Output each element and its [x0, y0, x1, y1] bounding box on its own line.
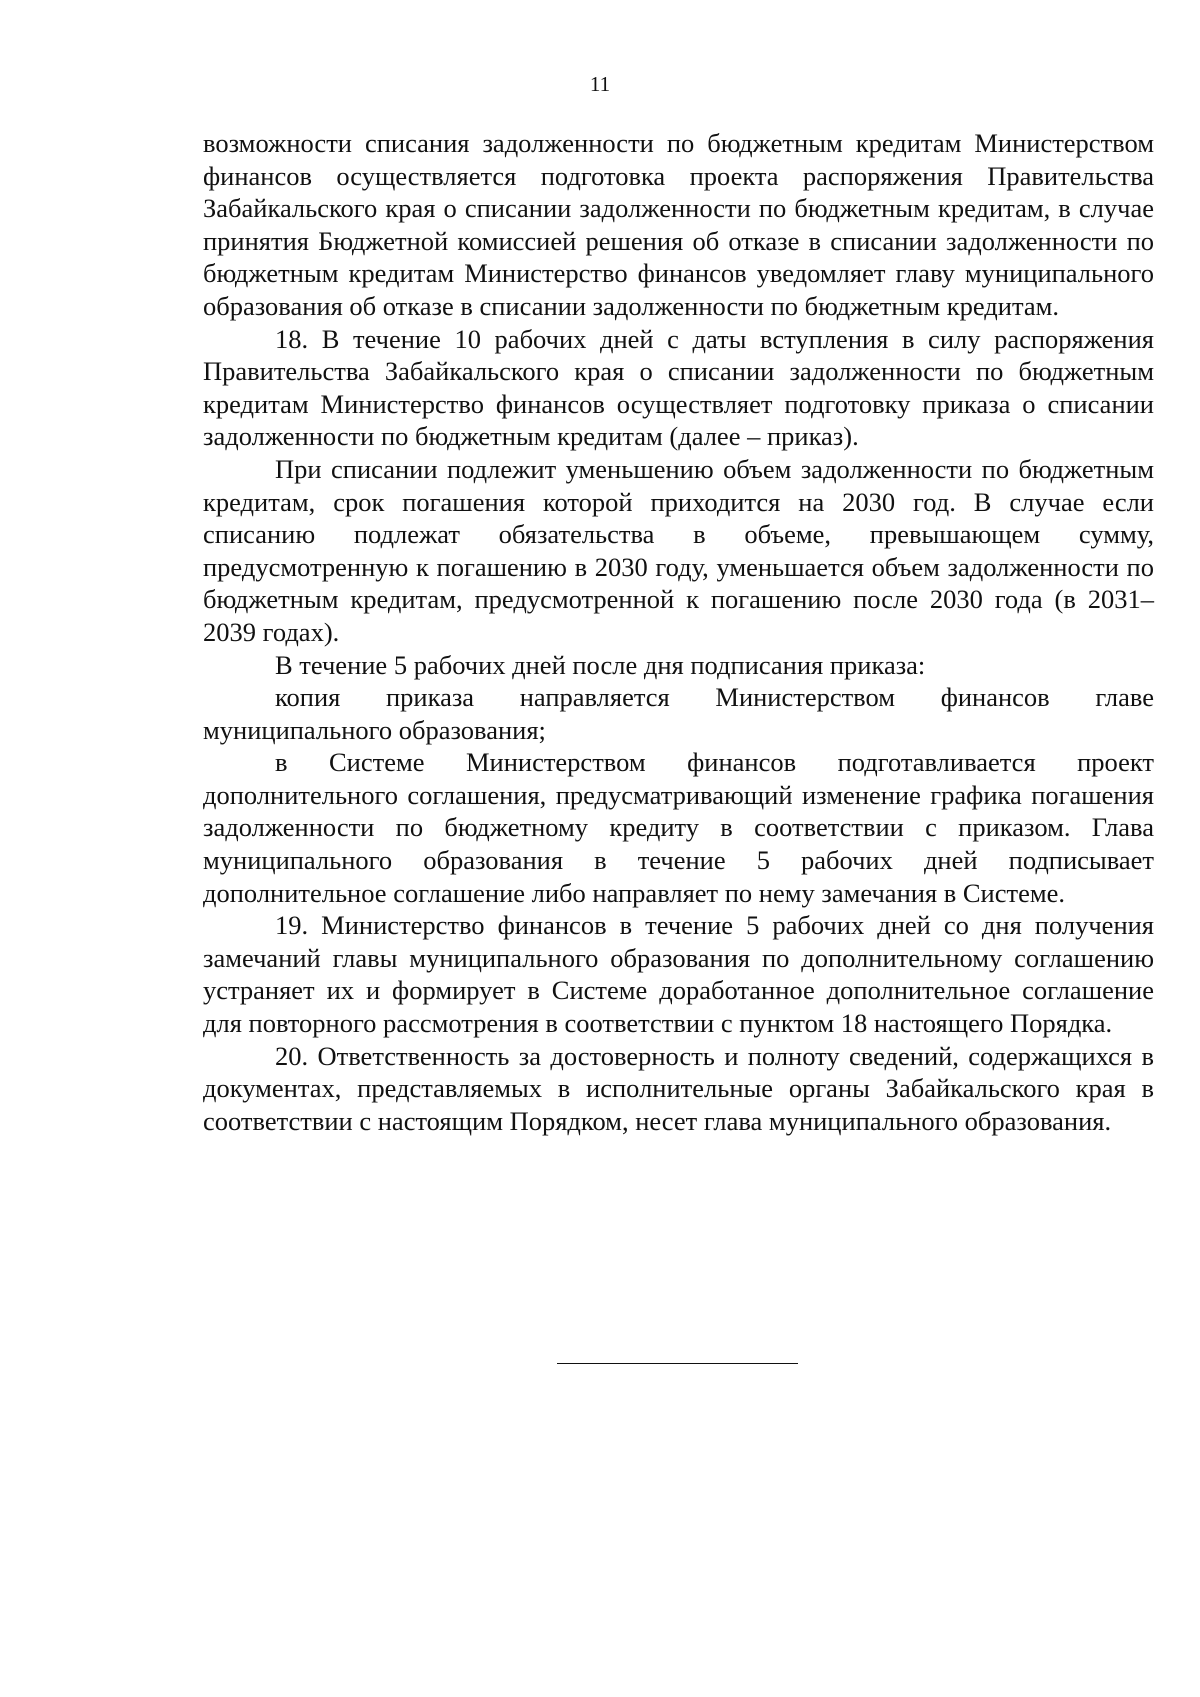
paragraph-item-20: 20. Ответственность за достоверность и полноту сведений, содержащихся в документах, представляемых в исполнительные органы Забайкальского края в соответствии с настоящим Порядком, несет глава муниципального образования.: [203, 1040, 1154, 1136]
page-number: 11: [589, 72, 611, 96]
paragraph-item-18: 18. В течение 10 рабочих дней с даты вступления в силу распоряжения Правительства Забайкальского края о списании задолженности по бюджетным кредитам Министерство финансов осуществляет подготовку приказа о списании задолженности по бюджетным кредитам (далее – приказ).: [203, 323, 1154, 452]
paragraph-continuation: возможности списания задолженности по бюджетным кредитам Министерством финансов осуществляется подготовка проекта распоряжения Правительства Забайкальского края о списании задолженности по бюджетным кредитам, в случае принятия Бюджетной комиссией решения об отказе в списании задолженности по бюджетным кредитам Министерство финансов уведомляет главу муниципального образования об отказе в списании задолженности по бюджетным кредитам.: [203, 128, 1154, 321]
paragraph-supplementary-agreement: в Системе Министерством финансов подготавливается проект дополнительного соглашения, предусматривающий изменение графика погашения задолженности по бюджетному кредиту в соответствии с приказом. Глава муниципального образования в течение 5 рабочих дней подписывает дополнительное соглашение либо направляет по нему замечания в Системе.: [203, 747, 1154, 908]
document-body: [203, 127, 1154, 1137]
end-of-document-line: [557, 1363, 798, 1364]
paragraph-item-19: 19. Министерство финансов в течение 5 рабочих дней со дня получения замечаний главы муниципального образования по дополнительному соглашению устраняет их и формирует в Системе доработанное дополнительное соглашение для повторного рассмотрения в соответствии с пунктом 18 настоящего Порядка.: [203, 910, 1154, 1039]
paragraph-after-signing: В течение 5 рабочих дней после дня подписания приказа:: [275, 649, 926, 680]
paragraph-write-off-rules: При списании подлежит уменьшению объем задолженности по бюджетным кредитам, срок погашения которой приходится на 2030 год. В случае если списанию подлежат обязательства в объеме, превышающем сумму, предусмотренную к погашению в 2030 году, уменьшается объем задолженности по бюджетным кредитам, предусмотренной к погашению после 2030 года (в 2031–2039 годах).: [203, 453, 1154, 647]
paragraph-order-copy: копия приказа направляется Министерством финансов главе муниципального образования;: [203, 682, 1154, 745]
